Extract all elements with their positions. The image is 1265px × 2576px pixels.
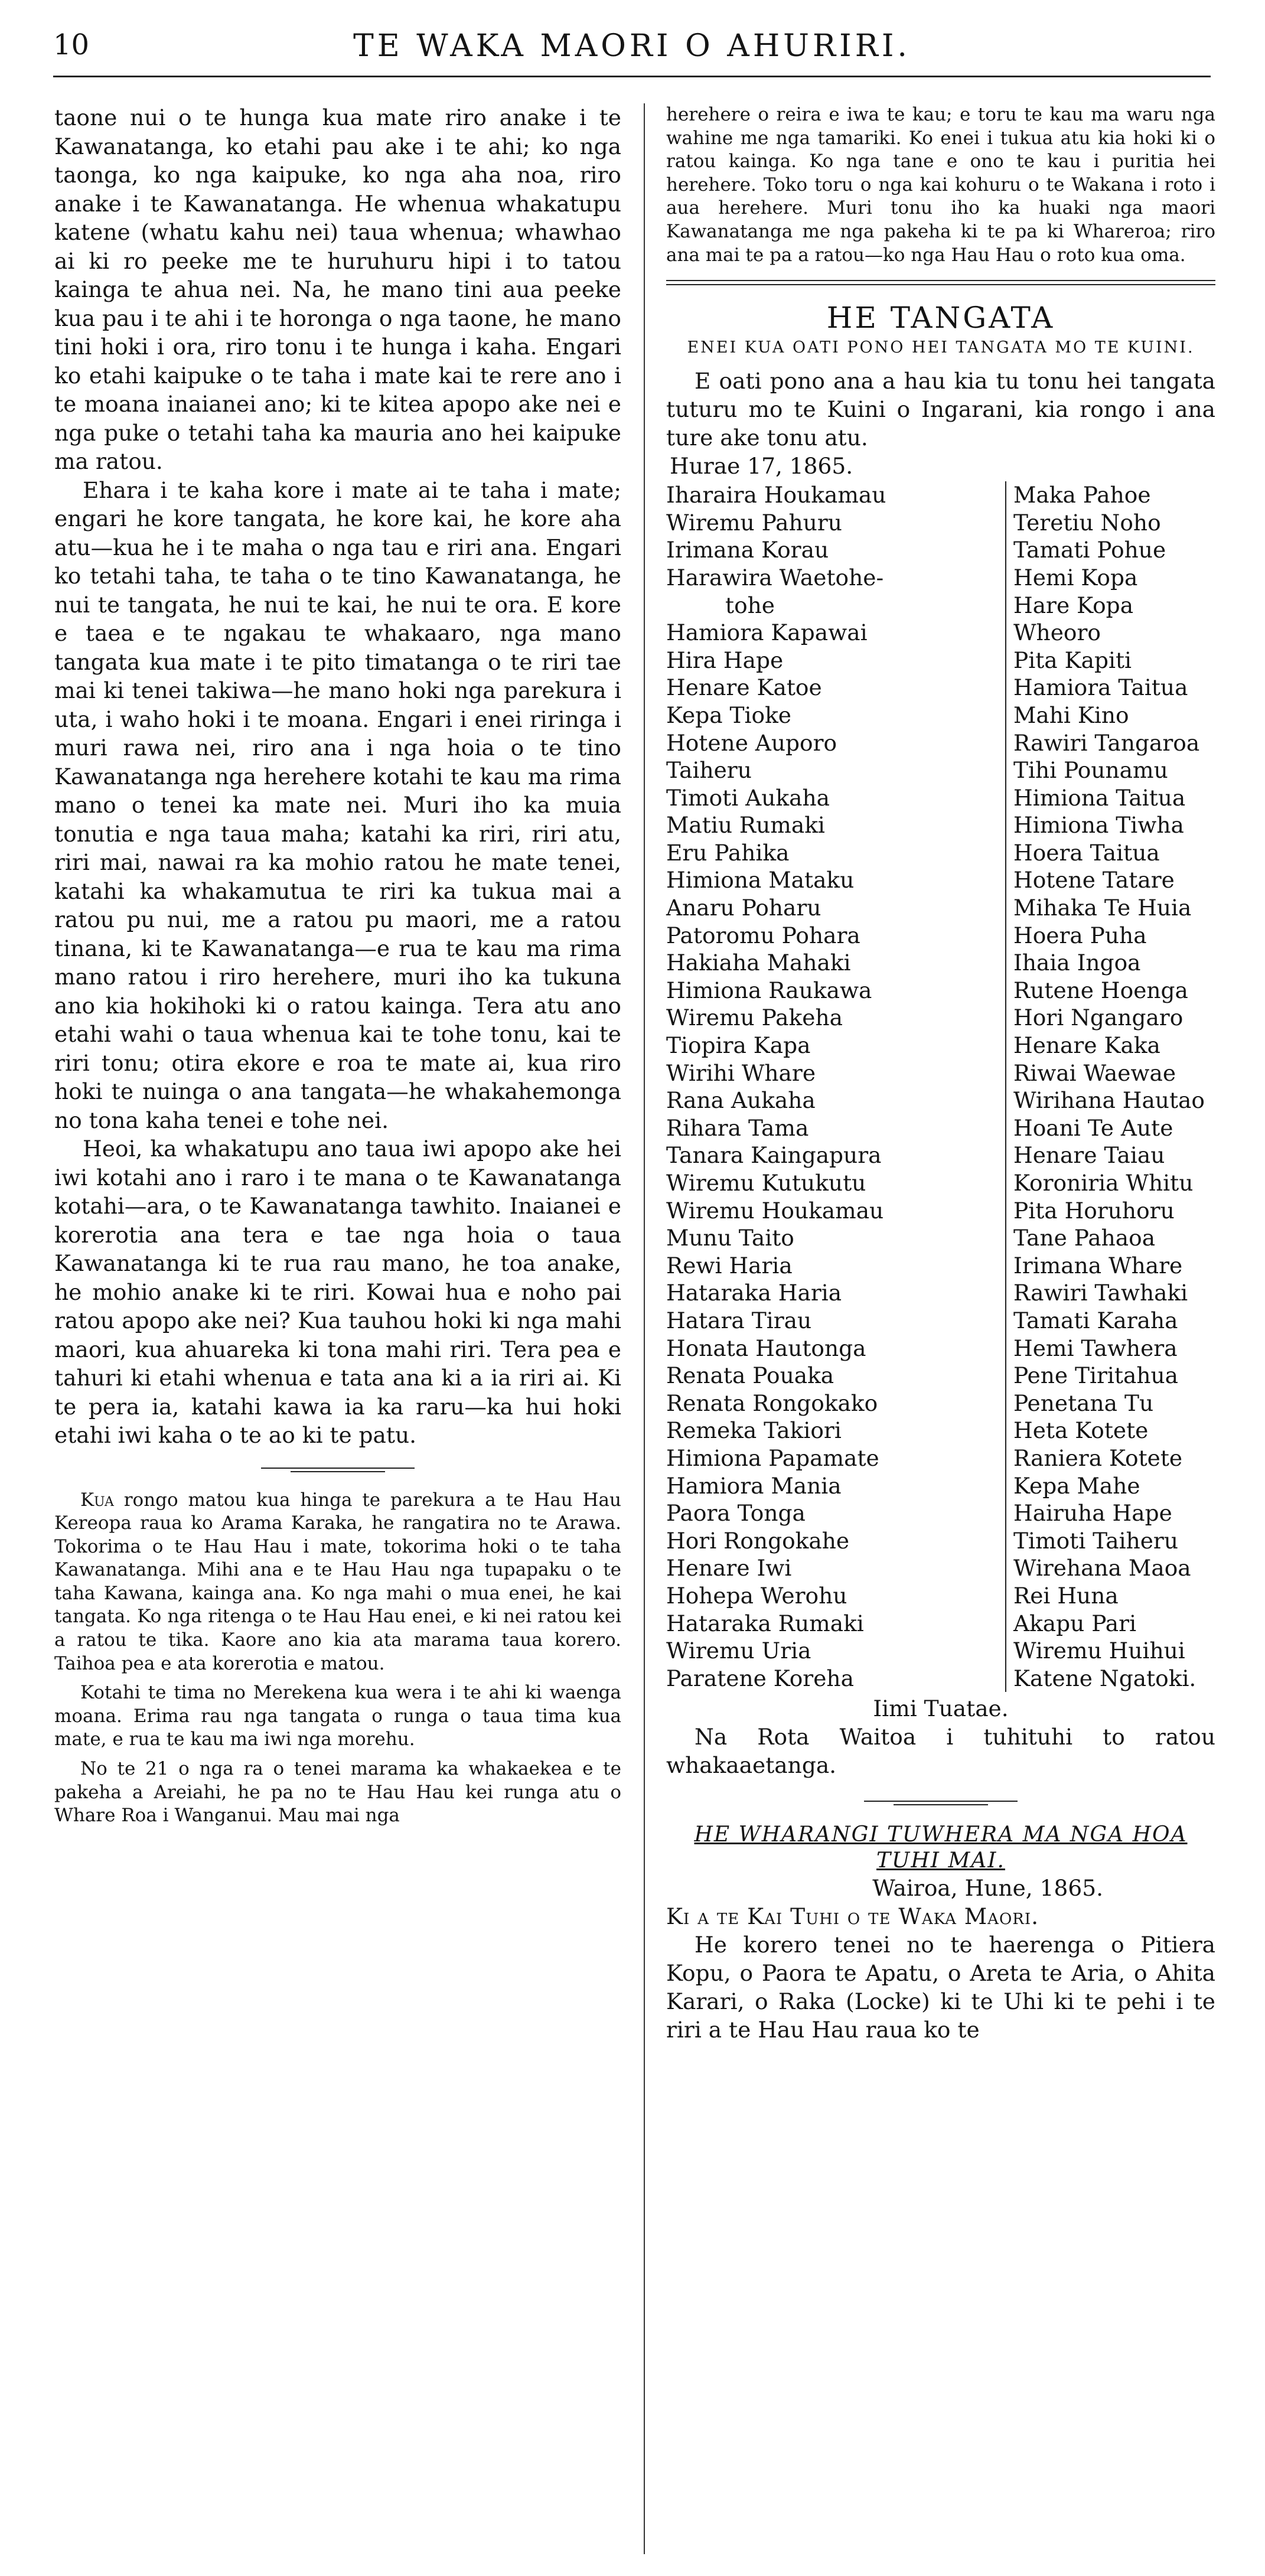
name-left: Hotene Auporo — [666, 729, 837, 756]
name-right: Tihi Pounamu — [1006, 757, 1215, 784]
names-row — [666, 674, 1215, 702]
name-right: Penetana Tu — [1006, 1390, 1215, 1417]
name-right: Rawiri Tawhaki — [1006, 1279, 1215, 1307]
name-left: Honata Hautonga — [666, 1335, 866, 1361]
closing-name: Iimi Tuatae. — [873, 1695, 1009, 1722]
name-right: Raniera Kotete — [1006, 1444, 1215, 1472]
double-rule — [666, 280, 1215, 285]
name-left: Wiremu Pahuru — [666, 509, 842, 536]
continued-text: herehere o reira e iwa te kau; e toru te kau ma waru nga wahine me nga tamariki. Ko enei i tukua atu kia hoki ki o ratou kainga. Ko nga tane e ono te kau i puritia hei herehere. Toko toru o nga kai kohuru o te Wakana i roto i aua herehere. Muri tonu iho ka huaki nga maori Kawanatanga me nga pakeha ki te pa ki Whareroa; riro ana mai te pa a ratou—ko nga Hau Hau o roto kua oma. — [666, 104, 1215, 266]
name-right: Katene Ngatoki. — [1006, 1665, 1215, 1693]
names-row — [666, 1362, 1215, 1390]
name-right: Rutene Hoenga — [1006, 977, 1215, 1005]
name-right: Mahi Kino — [1006, 702, 1215, 729]
names-row — [666, 1114, 1215, 1142]
names-row — [666, 1224, 1215, 1252]
name-right: Hoani Te Aute — [1006, 1114, 1215, 1142]
he-tangata-subheading: ENEI KUA OATI PONO HEI TANGATA MO TE KUINI. — [687, 338, 1195, 357]
name-right: Akapu Pari — [1006, 1610, 1215, 1638]
name-right: Wiremu Huihui — [1006, 1637, 1215, 1665]
news-item-3: No te 21 o nga ra o tenei marama ka whakaekea e te pakeha a Areiahi, he pa no te Hau Hau kei runga atu o Whare Roa i Wanganui. Mau mai nga — [54, 1758, 621, 1827]
article-paragraph-1: taone nui o te hunga kua mate riro anake i te Kawanatanga, ko etahi pau ake i te ahi; ko nga taonga, ko nga kaipuke, ko nga aha noa, riro anake i te Kawanatanga. He whenua whakatupu katene (whatu kahu nei) taua whenua; whawhao ai ki ro peeke me te huruhuru hipi i to tatou kainga te ahua nei. Na, he mano tini aua peeke kua pau i te ahi i te horonga o nga taone, he mano tini hoki i ora, riro tonu i te hunga i kaha. Engari ko etahi kaipuke o te taha i mate kai te rere ano i te moana inaianei ano; ki te kitea apopo ake nei e nga puke o tetahi taha ka mauria ano hei kaipuke ma ratou. — [54, 105, 621, 474]
news-item-1 — [54, 1489, 621, 1676]
article-paragraph-2: Ehara i te kaha kore i mate ai te taha i mate; engari he kore tangata, he kore kai, he kore aha atu—kua he i te maha o nga tau e riri ana. Engari ko tetahi taha, te taha o te tino Kawanatanga, he nui te tangata, he nui te kai, he nui te ora. E kore e taea e te ngakau te whakaaro, nga mano tangata kua mate i te pito timatanga o te riri tae mai ki tenei takiwa—he mano hoki nga parekura i uta, i waho hoki i te moana. Engari i enei riringa i muri rawa nei, riro ana i nga hoia o te tino Kawanatanga nga herehere kotahi te kau ma rima mano o tenei ka mate nei. Muri iho ka muia tonutia e nga taua maha; katahi ka riri, riri atu, riri mai, nawai ra ka mohio ratou he mate tenei, katahi ka whakamutua te riri ka tukua mai a ratou pu nui, me a ratou pu maori, me a ratou tinana, ki te Kawanatanga—e rua te kau ma rima mano ratou i riro herehere, muri iho ka tukuna ano kia hokihoki ki o ratou kainga. Tera atu ano etahi wahi o taua whenua kai te tohe tonu, kai te riri tonu; otira ekore e roa te mate ai, kua riro hoki te nuinga o ana tangata—he whakahemonga no tona kaha tenei e tohe nei. — [54, 477, 621, 1133]
name-right: Timoti Taiheru — [1006, 1527, 1215, 1555]
name-right: Pita Horuhoru — [1006, 1197, 1215, 1225]
name-left: Hori Rongokahe — [666, 1527, 850, 1554]
name-left: Hohepa Werohu — [666, 1582, 847, 1609]
names-row — [666, 647, 1215, 674]
names-row — [666, 564, 1215, 592]
name-left: Renata Pouaka — [666, 1362, 834, 1389]
name-left: Eru Pahika — [666, 839, 790, 866]
name-left: Himiona Mataku — [666, 867, 855, 894]
letter-place-date: Wairoa, Hune, 1865. — [872, 1875, 1103, 1902]
names-row — [666, 1142, 1215, 1169]
name-left: Paratene Koreha — [666, 1665, 854, 1691]
names-row — [666, 977, 1215, 1005]
column-divider — [644, 103, 645, 2554]
continued-news — [666, 103, 1215, 267]
name-left: Rewi Haria — [666, 1252, 793, 1279]
name-left: Hakiaha Mahaki — [666, 950, 851, 976]
name-right: Tane Pahaoa — [1006, 1224, 1215, 1252]
name-left: Wirihi Whare — [666, 1059, 816, 1086]
names-row — [666, 1004, 1215, 1032]
name-right: Hori Ngangaro — [1006, 1004, 1215, 1032]
news-item-text: rongo matou kua hinga te parekura a te Hau Hau Kereopa raua ko Arama Karaka, he rangatira no te Arawa. Tokorima o te Hau Hau i mate, tokorima hoki o te taha Kawanatanga. Mihi ana e te Hau Hau nga tupapaku o te taha Kawana, kainga ana. Ko nga mahi o mua enei, he kai tangata. Ko nga ritenga o te Hau Hau enei, e ki nei ratou kei a ratou te tika. Kaore ano kia ata marama taua korero. Taihoa pea e ata korerotia e matou. — [54, 1489, 621, 1674]
letters-heading: HE WHARANGI TUWHERA MA NGA HOA TUHI MAI. — [694, 1822, 1188, 1873]
name-right: Ihaia Ingoa — [1006, 949, 1215, 977]
names-row — [666, 1032, 1215, 1059]
name-left: Paora Tonga — [666, 1500, 806, 1527]
names-row — [666, 536, 1215, 564]
name-left: Hataraka Rumaki — [666, 1610, 864, 1636]
name-right: Rawiri Tangaroa — [1006, 729, 1215, 757]
names-row — [666, 949, 1215, 977]
name-right: Henare Kaka — [1006, 1032, 1215, 1059]
news-item-lead: Kua — [80, 1489, 114, 1511]
name-left: Timoti Aukaha — [666, 784, 830, 811]
names-row — [666, 1554, 1215, 1582]
name-left: Hamiora Mania — [666, 1472, 842, 1499]
names-row — [666, 1390, 1215, 1417]
name-right: Wheoro — [1006, 619, 1215, 647]
article-paragraph-3: Heoi, ka whakatupu ano taua iwi apopo ake hei iwi kotahi ano i raro i te mana o te Kawanatanga kotahi—ara, o te Kawanatanga tawhito. Inaianei e korerotia ana tera e tae nga hoia o taua Kawanatanga ki te rua rau mano, he toa anake, he mohio anake ki te riri. Kowai hua e noho pai ratou apopo ake nei? Kua tauhou hoki ki nga mahi maori, kua ahuareka ki tona mahi riri. Tera pea e tahuri ki etahi whenua e tata ana ki a ia riri ai. Ki te pera ia, katahi kawa ia ka raru—ka hui hoki etahi iwi kaha o te ao ki te patu. — [54, 1136, 621, 1448]
name-right: Hare Kopa — [1006, 592, 1215, 619]
name-left: Wiremu Kutukutu — [666, 1170, 866, 1196]
section-separator-2 — [864, 1801, 1018, 1805]
name-right: Himiona Tiwha — [1006, 811, 1215, 839]
name-left: Patoromu Pohara — [666, 922, 860, 948]
name-left: Hira Hape — [666, 647, 784, 673]
name-left: Taiheru — [666, 757, 752, 784]
name-right: Pene Tiritahua — [1006, 1362, 1215, 1390]
name-left: Wiremu Houkamau — [666, 1197, 884, 1224]
name-right: Hotene Tatare — [1006, 866, 1215, 894]
names-row — [666, 1610, 1215, 1638]
names-row — [666, 866, 1215, 894]
name-left: Tiopira Kapa — [666, 1032, 811, 1059]
name-right: Himiona Taitua — [1006, 784, 1215, 812]
letter-addressee: Ki a te Kai Tuhi o te Waka Maori. — [666, 1903, 1039, 1930]
name-left: Matiu Rumaki — [666, 812, 825, 839]
names-table — [666, 481, 1215, 1692]
letter-text: He korero tenei no te haerenga o Pitiera Kopu, o Paora te Apatu, o Areta te Aria, o Ahita Karari, o Raka (Locke) ki te Uhi ki te pehi i te riri a te Hau Hau raua ko te — [666, 1932, 1215, 2043]
name-left: Wiremu Pakeha — [666, 1005, 843, 1031]
page-header — [53, 28, 1211, 81]
names-row — [666, 1059, 1215, 1087]
name-right: Koroniria Whitu — [1006, 1169, 1215, 1197]
names-row — [666, 481, 1215, 509]
names-row — [666, 1637, 1215, 1665]
names-row — [666, 1582, 1215, 1610]
names-row — [666, 1527, 1215, 1555]
he-tangata-heading: HE TANGATA — [826, 301, 1055, 335]
name-left: Himiona Papamate — [666, 1444, 879, 1471]
names-row — [666, 1417, 1215, 1444]
names-row — [666, 1335, 1215, 1362]
name-right: Hoera Puha — [1006, 922, 1215, 950]
names-row — [666, 1252, 1215, 1280]
left-column — [54, 103, 621, 1828]
name-left: Wiremu Uria — [666, 1638, 811, 1664]
names-row — [666, 922, 1215, 950]
names-row — [666, 1197, 1215, 1225]
name-right: Irimana Whare — [1006, 1252, 1215, 1280]
names-row — [666, 894, 1215, 922]
name-right: Maka Pahoe — [1006, 481, 1215, 509]
names-row — [666, 729, 1215, 757]
name-left: Rana Aukaha — [666, 1087, 816, 1114]
oath-text: E oati pono ana a hau kia tu tonu hei tangata tuturu mo te Kuini o Ingarani, kia rongo i ana ture ake tonu atu. — [666, 368, 1215, 451]
names-row — [666, 811, 1215, 839]
name-right: Pita Kapiti — [1006, 647, 1215, 674]
right-column — [666, 103, 1215, 2044]
name-right: Teretiu Noho — [1006, 509, 1215, 537]
name-right: Wirehana Maoa — [1006, 1554, 1215, 1582]
name-right: Hoera Taitua — [1006, 839, 1215, 867]
name-right: Wirihana Hautao — [1006, 1087, 1215, 1114]
main-article — [54, 103, 621, 1450]
oath-date: Hurae 17, 1865. — [670, 453, 853, 480]
page-number: 10 — [53, 28, 90, 61]
names-row — [666, 1279, 1215, 1307]
name-right: Kepa Mahe — [1006, 1472, 1215, 1500]
name-left: Rihara Tama — [666, 1114, 809, 1141]
name-left: Munu Taito — [666, 1225, 794, 1251]
name-right: Hemi Tawhera — [1006, 1335, 1215, 1362]
name-left: Harawira Waetohe- — [666, 564, 884, 591]
names-row — [666, 1087, 1215, 1114]
name-left: Kepa Tioke — [666, 702, 791, 728]
name-right: Riwai Waewae — [1006, 1059, 1215, 1087]
name-left: Henare Katoe — [666, 674, 822, 701]
name-right: Rei Huna — [1006, 1582, 1215, 1610]
names-row — [666, 1499, 1215, 1527]
name-left: Hatara Tirau — [666, 1307, 812, 1333]
names-row — [666, 1665, 1215, 1693]
names-row — [666, 784, 1215, 812]
section-separator — [261, 1468, 415, 1472]
name-right: Hamiora Taitua — [1006, 674, 1215, 702]
name-left: Hataraka Haria — [666, 1280, 842, 1306]
name-left: Henare Iwi — [666, 1555, 792, 1582]
name-right: Hairuha Hape — [1006, 1499, 1215, 1527]
names-row — [666, 619, 1215, 647]
names-row — [666, 757, 1215, 784]
names-row — [666, 509, 1215, 537]
witness-note: Na Rota Waitoa i tuhituhi to ratou whakaaetanga. — [666, 1724, 1215, 1779]
name-right: Hemi Kopa — [1006, 564, 1215, 592]
name-right: Henare Taiau — [1006, 1142, 1215, 1169]
name-left: Irimana Korau — [666, 537, 829, 563]
names-row — [666, 702, 1215, 729]
names-row — [666, 1472, 1215, 1500]
name-right: Heta Kotete — [1006, 1417, 1215, 1444]
name-left: Remeka Takiori — [666, 1417, 842, 1444]
names-row — [666, 592, 1215, 619]
news-items — [54, 1489, 621, 1828]
name-left: Renata Rongokako — [666, 1390, 878, 1416]
name-right: Mihaka Te Huia — [1006, 894, 1215, 922]
name-left: Himiona Raukawa — [666, 977, 872, 1003]
name-right: Tamati Pohue — [1006, 536, 1215, 564]
name-left: tohe — [725, 592, 775, 618]
names-row — [666, 1169, 1215, 1197]
name-left: Anaru Poharu — [666, 895, 821, 921]
news-item-2: Kotahi te tima no Merekena kua wera i te ahi ki waenga moana. Erima rau nga tangata o runga o taua tima kua mate, e rua te kau ma iwi nga morehu. — [54, 1682, 621, 1750]
name-left: Iharaira Houkamau — [666, 482, 886, 508]
header-rule — [53, 76, 1211, 77]
name-right: Tamati Karaha — [1006, 1307, 1215, 1335]
newspaper-title: TE WAKA MAORI O AHURIRI. — [353, 28, 911, 64]
names-row — [666, 839, 1215, 867]
names-row — [666, 1444, 1215, 1472]
name-left: Tanara Kaingapura — [666, 1142, 882, 1169]
names-row — [666, 1307, 1215, 1335]
name-left: Hamiora Kapawai — [666, 619, 868, 646]
